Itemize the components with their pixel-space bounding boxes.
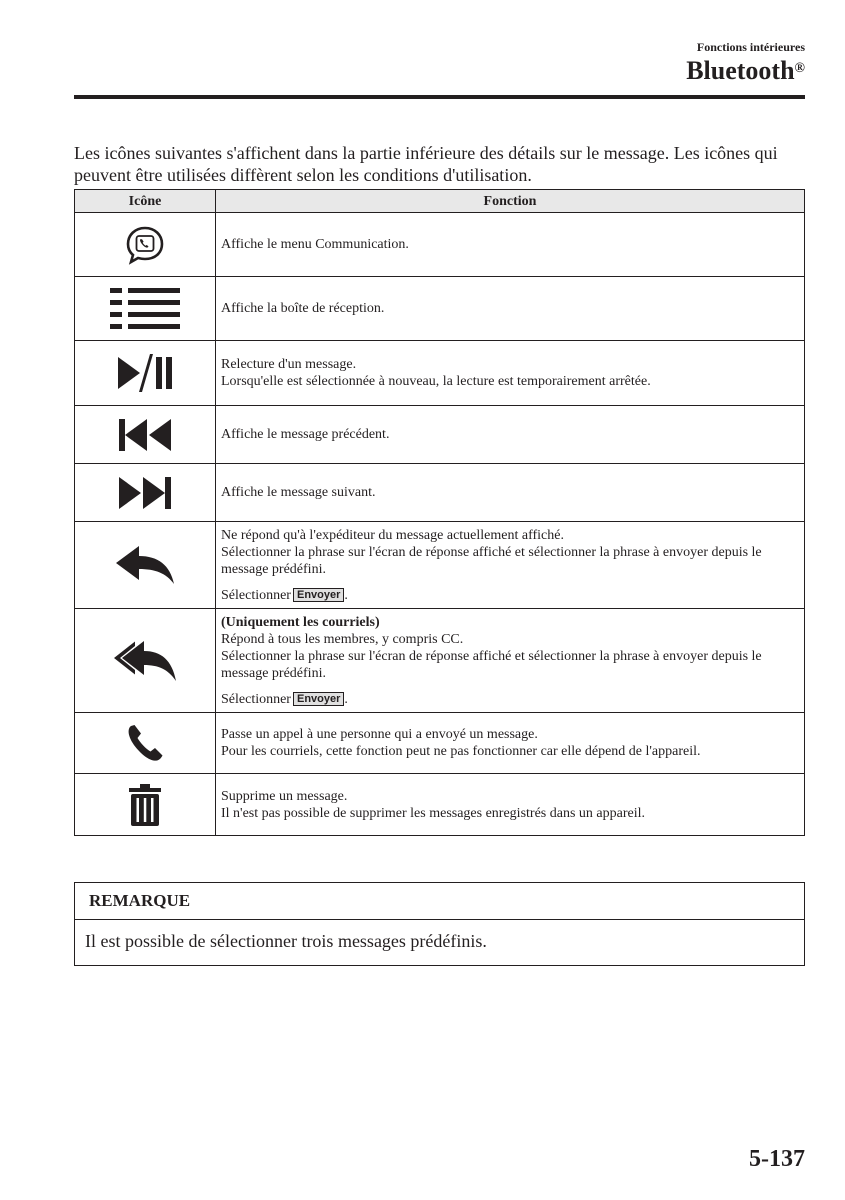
function-column-header: Fonction xyxy=(216,190,805,213)
intro-paragraph: Les icônes suivantes s'affichent dans la partie inférieure des détails sur le message. Les icônes qui peuvent être utilisées diffèrent selon les conditions d'utilisation. xyxy=(74,143,778,185)
icon-cell xyxy=(75,406,216,464)
select-suffix: . xyxy=(344,691,348,707)
icon-cell xyxy=(75,213,216,277)
note-title: REMARQUE xyxy=(75,883,804,920)
table-row xyxy=(75,774,805,836)
select-suffix: . xyxy=(344,587,348,603)
function-cell xyxy=(216,713,805,774)
icon-cell xyxy=(75,609,216,713)
function-cell xyxy=(216,213,805,277)
function-text: Il n'est pas possible de supprimer les messages enregistrés dans un appareil. xyxy=(221,805,645,821)
page-title-text: Bluetooth xyxy=(686,56,795,85)
table-row xyxy=(75,277,805,341)
function-text: Lorsqu'elle est sélectionnée à nouveau, la lecture est temporairement arrêtée. xyxy=(221,374,651,389)
registered-mark: ® xyxy=(794,61,805,76)
select-prefix: Sélectionner xyxy=(221,587,291,603)
emails-only-label: (Uniquement les courriels) xyxy=(221,614,380,630)
table-row xyxy=(75,406,805,464)
page-number: 5-137 xyxy=(749,1146,805,1172)
table-row xyxy=(75,713,805,774)
function-cell xyxy=(216,406,805,464)
icon-cell xyxy=(75,774,216,836)
select-instruction xyxy=(221,587,799,604)
note-box xyxy=(74,882,805,966)
function-cell xyxy=(216,341,805,406)
envoyer-key-label: Envoyer xyxy=(293,588,344,602)
icon-cell xyxy=(75,713,216,774)
function-cell xyxy=(216,464,805,522)
page-title xyxy=(686,56,805,86)
reply-all-icon xyxy=(75,639,215,683)
envoyer-key-label: Envoyer xyxy=(293,692,344,706)
function-text: Affiche la boîte de réception. xyxy=(221,301,385,316)
note-text: Il est possible de sélectionner trois messages prédéfinis. xyxy=(85,931,487,951)
trash-delete-icon xyxy=(75,783,215,827)
skip-next-icon xyxy=(75,475,215,511)
header-rule xyxy=(74,95,805,99)
table-row xyxy=(75,609,805,713)
list-inbox-icon xyxy=(75,288,215,330)
phone-call-icon xyxy=(75,723,215,763)
function-cell xyxy=(216,277,805,341)
table-header-row xyxy=(75,190,805,213)
select-prefix: Sélectionner xyxy=(221,691,291,707)
function-text: Affiche le menu Communication. xyxy=(221,237,409,252)
function-text: Sélectionner la phrase sur l'écran de réponse affiché et sélectionner la phrase à envoyer depuis le message prédéfini. xyxy=(221,648,762,681)
function-text: Répond à tous les membres, y compris CC. xyxy=(221,631,464,647)
play-pause-icon xyxy=(75,352,215,394)
function-text: Relecture d'un message. xyxy=(221,357,357,372)
icon-cell xyxy=(75,341,216,406)
function-text: Passe un appel à une personne qui a envoyé un message. xyxy=(221,727,538,742)
section-title: Fonctions intérieures xyxy=(696,40,805,54)
skip-previous-icon xyxy=(75,417,215,453)
communication-chat-phone-icon xyxy=(75,224,215,266)
table-row xyxy=(75,213,805,277)
reply-icon xyxy=(75,544,215,586)
function-cell xyxy=(216,609,805,713)
function-text: Affiche le message précédent. xyxy=(221,427,390,442)
function-text: Supprime un message. xyxy=(221,788,348,804)
icon-cell xyxy=(75,277,216,341)
function-text: Sélectionner la phrase sur l'écran de réponse affiché et sélectionner la phrase à envoyer depuis le message prédéfini. xyxy=(221,544,762,577)
icon-cell xyxy=(75,522,216,609)
icon-function-table xyxy=(74,189,805,836)
function-cell xyxy=(216,774,805,836)
function-text: Pour les courriels, cette fonction peut ne pas fonctionner car elle dépend de l'appareil. xyxy=(221,744,701,759)
select-instruction xyxy=(221,691,799,708)
table-row xyxy=(75,464,805,522)
table-row xyxy=(75,522,805,609)
icon-cell xyxy=(75,464,216,522)
function-text: Ne répond qu'à l'expéditeur du message actuellement affiché. xyxy=(221,527,564,543)
function-cell xyxy=(216,522,805,609)
icon-column-header: Icône xyxy=(75,190,216,213)
function-text: Affiche le message suivant. xyxy=(221,485,376,500)
table-row xyxy=(75,341,805,406)
